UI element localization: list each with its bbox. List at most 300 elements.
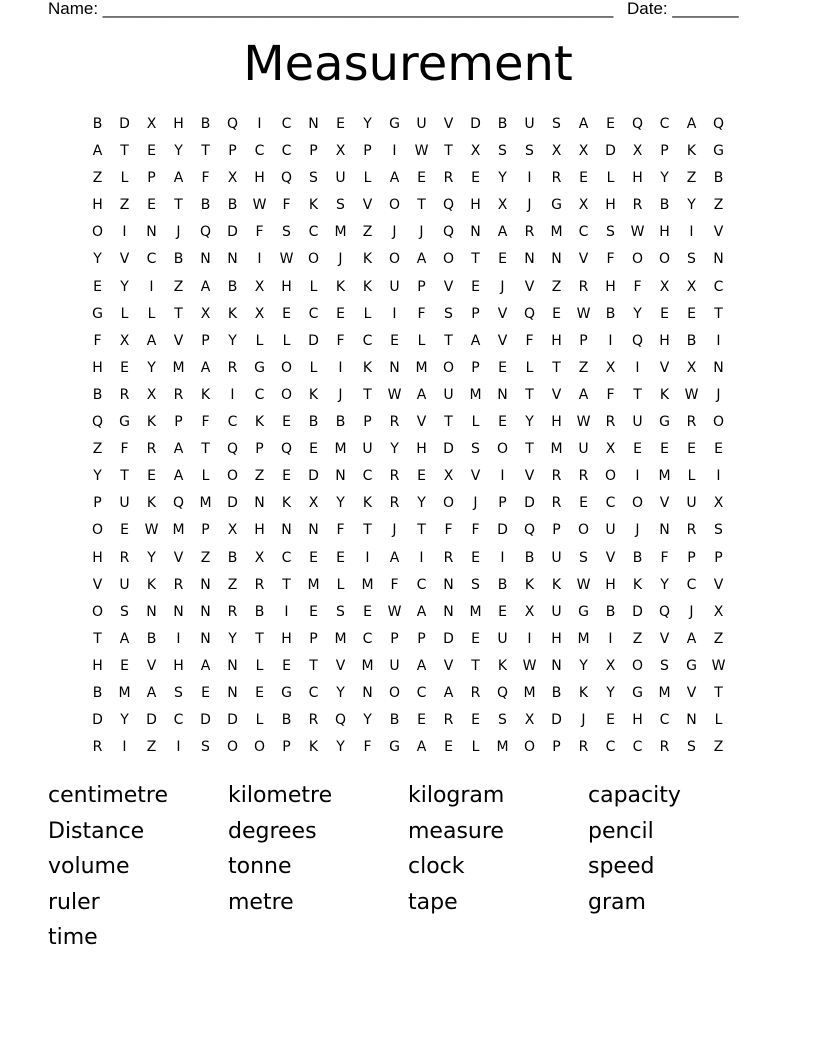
grid-letter: B: [686, 332, 697, 349]
grid-letter: L: [147, 305, 156, 322]
grid-letter: X: [254, 278, 265, 295]
grid-letter: V: [659, 359, 670, 376]
grid-letter: P: [174, 414, 183, 431]
date-field: Date: _______: [627, 0, 739, 18]
grid-letter: O: [442, 251, 455, 268]
grid-letter: E: [147, 468, 156, 485]
grid-letter: D: [119, 116, 130, 132]
grid-letter: Y: [147, 359, 156, 376]
grid-letter: A: [470, 332, 481, 349]
grid-letter: E: [444, 739, 453, 756]
grid-letter: J: [392, 522, 397, 539]
grid-letter: O: [631, 495, 644, 512]
grid-letter: V: [686, 684, 697, 701]
grid-letter: V: [497, 305, 508, 322]
grid-letter: V: [92, 576, 103, 593]
grid-letter: V: [443, 278, 454, 295]
grid-letter: V: [362, 197, 373, 214]
grid-letter: I: [500, 549, 505, 566]
grid-letter: E: [606, 712, 615, 729]
grid-letter: M: [658, 684, 671, 701]
grid-letter: Q: [712, 116, 725, 132]
grid-letter: T: [471, 657, 480, 674]
grid-letter: O: [91, 603, 104, 620]
grid-letter: F: [201, 170, 210, 187]
grid-letter: B: [497, 576, 508, 593]
grid-letter: K: [362, 359, 373, 376]
grid-letter: C: [416, 576, 427, 593]
grid-letter: T: [93, 630, 102, 647]
grid-letter: D: [227, 712, 238, 729]
grid-letter: M: [523, 684, 536, 701]
word-list-item: clock: [408, 854, 465, 879]
grid-letter: X: [146, 386, 157, 403]
grid-letter: H: [254, 522, 265, 539]
grid-letter: V: [173, 549, 184, 566]
grid-letter: M: [118, 684, 131, 701]
grid-letter: Z: [632, 630, 643, 647]
grid-letter: I: [419, 549, 424, 566]
grid-letter: A: [389, 549, 400, 566]
grid-letter: L: [255, 332, 264, 349]
grid-letter: G: [551, 197, 562, 214]
grid-letter: U: [632, 414, 643, 431]
grid-letter: A: [119, 630, 130, 647]
grid-letter: B: [227, 549, 238, 566]
grid-letter: E: [282, 305, 291, 322]
grid-letter: N: [200, 251, 211, 268]
grid-letter: Y: [336, 684, 345, 701]
grid-letter: A: [173, 441, 184, 458]
grid-letter: O: [442, 495, 455, 512]
grid-letter: J: [581, 712, 586, 729]
grid-letter: P: [417, 278, 426, 295]
grid-letter: S: [687, 739, 696, 756]
grid-letter: P: [309, 630, 318, 647]
grid-letter: M: [469, 603, 482, 620]
grid-letter: C: [308, 684, 319, 701]
grid-letter: R: [470, 684, 481, 701]
word-list-item: tape: [408, 889, 458, 915]
grid-letter: I: [257, 116, 262, 132]
grid-letter: M: [658, 468, 671, 485]
grid-letter: W: [252, 197, 267, 214]
grid-letter: I: [176, 739, 181, 756]
grid-letter: W: [630, 224, 645, 241]
grid-letter: C: [659, 116, 670, 132]
grid-letter: H: [92, 197, 103, 214]
grid-letter: B: [389, 712, 400, 729]
grid-letter: I: [122, 739, 127, 756]
grid-letter: B: [200, 197, 211, 214]
grid-letter: A: [173, 170, 184, 187]
grid-letter: K: [281, 495, 292, 512]
grid-letter: Z: [227, 576, 238, 593]
grid-letter: I: [527, 170, 532, 187]
grid-letter: B: [713, 170, 724, 187]
grid-letter: U: [389, 278, 400, 295]
grid-letter: E: [417, 170, 426, 187]
grid-letter: Y: [93, 251, 102, 268]
grid-letter: R: [686, 414, 697, 431]
grid-letter: E: [660, 441, 669, 458]
grid-letter: Y: [336, 495, 345, 512]
grid-letter: X: [254, 549, 265, 566]
word-list-item: Distance: [48, 818, 145, 844]
grid-letter: W: [711, 657, 726, 674]
grid-letter: C: [362, 468, 373, 485]
grid-letter: F: [525, 332, 534, 349]
grid-letter: S: [282, 224, 291, 241]
grid-letter: J: [473, 495, 478, 512]
grid-letter: X: [443, 468, 454, 485]
grid-letter: I: [392, 143, 397, 160]
grid-letter: P: [228, 143, 237, 160]
grid-letter: A: [200, 657, 211, 674]
grid-letter: X: [605, 359, 616, 376]
grid-letter: O: [307, 251, 320, 268]
grid-letter: M: [172, 522, 185, 539]
grid-letter: K: [146, 576, 157, 593]
grid-letter: R: [227, 359, 238, 376]
grid-letter: G: [686, 657, 697, 674]
grid-letter: N: [200, 630, 211, 647]
grid-letter: R: [659, 739, 670, 756]
grid-letter: K: [335, 278, 346, 295]
grid-letter: T: [120, 143, 129, 160]
grid-letter: V: [659, 495, 670, 512]
grid-letter: G: [92, 305, 103, 322]
grid-letter: X: [713, 495, 724, 512]
grid-letter: D: [443, 441, 454, 458]
grid-letter: Y: [417, 495, 426, 512]
grid-letter: J: [527, 197, 532, 214]
grid-letter: N: [200, 576, 211, 593]
grid-letter: V: [335, 657, 346, 674]
grid-letter: V: [713, 224, 724, 241]
grid-letter: Q: [91, 414, 104, 431]
grid-letter: I: [257, 251, 262, 268]
grid-letter: X: [227, 522, 238, 539]
grid-letter: E: [579, 170, 588, 187]
grid-letter: N: [308, 522, 319, 539]
grid-letter: E: [147, 197, 156, 214]
grid-letter: O: [496, 441, 509, 458]
grid-letter: V: [443, 657, 454, 674]
grid-letter: M: [307, 576, 320, 593]
grid-letter: E: [498, 414, 507, 431]
grid-letter: K: [146, 414, 157, 431]
grid-letter: J: [716, 386, 721, 403]
grid-letter: E: [498, 359, 507, 376]
grid-letter: R: [578, 278, 589, 295]
grid-letter: R: [119, 386, 130, 403]
grid-letter: V: [659, 630, 670, 647]
grid-letter: Y: [498, 170, 507, 187]
grid-letter: Z: [119, 197, 130, 214]
grid-letter: D: [632, 603, 643, 620]
grid-letter: N: [254, 495, 265, 512]
grid-letter: S: [552, 116, 561, 132]
grid-letter: S: [309, 170, 318, 187]
grid-letter: Z: [200, 549, 211, 566]
grid-letter: W: [414, 143, 429, 160]
grid-letter: E: [498, 603, 507, 620]
grid-letter: C: [659, 712, 670, 729]
grid-letter: R: [443, 549, 454, 566]
grid-letter: D: [605, 143, 616, 160]
grid-letter: R: [308, 712, 319, 729]
grid-letter: W: [576, 414, 591, 431]
grid-letter: T: [120, 468, 129, 485]
grid-letter: H: [470, 197, 481, 214]
grid-letter: S: [498, 143, 507, 160]
grid-letter: C: [254, 386, 265, 403]
grid-letter: M: [415, 359, 428, 376]
grid-letter: Z: [551, 278, 562, 295]
grid-letter: I: [122, 224, 127, 241]
grid-letter: F: [336, 522, 345, 539]
grid-letter: K: [632, 576, 643, 593]
grid-letter: E: [93, 278, 102, 295]
grid-letter: L: [309, 359, 318, 376]
grid-letter: W: [144, 522, 159, 539]
grid-letter: D: [200, 712, 211, 729]
grid-letter: L: [120, 170, 129, 187]
grid-letter: G: [632, 684, 643, 701]
grid-letter: P: [417, 630, 426, 647]
grid-letter: E: [471, 170, 480, 187]
grid-letter: B: [632, 549, 643, 566]
grid-letter: A: [92, 143, 103, 160]
grid-letter: V: [443, 116, 454, 132]
grid-letter: C: [362, 630, 373, 647]
grid-letter: N: [227, 684, 238, 701]
grid-letter: C: [281, 549, 292, 566]
word-search-grid: [84, 111, 732, 761]
grid-letter: I: [176, 630, 181, 647]
grid-letter: B: [335, 414, 346, 431]
word-list-item: speed: [588, 854, 655, 879]
grid-letter: I: [527, 630, 532, 647]
grid-letter: Q: [226, 116, 239, 132]
grid-letter: P: [687, 549, 696, 566]
grid-letter: A: [578, 116, 589, 132]
grid-letter: H: [632, 712, 643, 729]
grid-letter: I: [149, 278, 154, 295]
grid-letter: Z: [146, 739, 157, 756]
grid-letter: Y: [606, 684, 615, 701]
grid-letter: A: [173, 468, 184, 485]
grid-letter: O: [631, 657, 644, 674]
grid-letter: U: [389, 657, 400, 674]
grid-letter: E: [606, 116, 615, 132]
grid-letter: N: [146, 224, 157, 241]
grid-letter: Q: [172, 495, 185, 512]
grid-letter: K: [362, 251, 373, 268]
grid-letter: P: [471, 359, 480, 376]
grid-letter: M: [496, 739, 509, 756]
grid-letter: E: [471, 549, 480, 566]
grid-letter: M: [334, 441, 347, 458]
grid-letter: T: [282, 576, 291, 593]
grid-letter: W: [279, 251, 294, 268]
grid-letter: U: [551, 549, 562, 566]
grid-letter: H: [551, 630, 562, 647]
grid-letter: H: [551, 332, 562, 349]
grid-letter: E: [255, 684, 264, 701]
grid-letter: A: [416, 657, 427, 674]
grid-letter: B: [200, 116, 211, 132]
grid-letter: H: [551, 414, 562, 431]
grid-letter: V: [524, 278, 535, 295]
grid-letter: B: [227, 197, 238, 214]
grid-letter: H: [605, 576, 616, 593]
grid-letter: M: [550, 441, 563, 458]
grid-letter: O: [91, 522, 104, 539]
grid-letter: D: [227, 224, 238, 241]
grid-letter: B: [173, 251, 184, 268]
grid-letter: E: [336, 549, 345, 566]
grid-letter: O: [388, 251, 401, 268]
grid-letter: T: [525, 386, 534, 403]
grid-letter: S: [471, 441, 480, 458]
grid-letter: G: [281, 684, 292, 701]
grid-letter: E: [309, 603, 318, 620]
grid-letter: Y: [579, 657, 588, 674]
name-field: Name: ______________________________________________________: [48, 0, 614, 18]
grid-letter: V: [578, 251, 589, 268]
grid-letter: E: [120, 522, 129, 539]
grid-letter: S: [606, 224, 615, 241]
grid-letter: X: [524, 712, 535, 729]
grid-letter: N: [200, 603, 211, 620]
grid-letter: N: [524, 251, 535, 268]
grid-letter: Z: [713, 630, 724, 647]
grid-letter: V: [551, 386, 562, 403]
grid-letter: C: [605, 739, 616, 756]
grid-letter: K: [686, 143, 697, 160]
grid-letter: B: [92, 116, 103, 132]
grid-letter: D: [308, 332, 319, 349]
grid-letter: R: [443, 712, 454, 729]
grid-letter: B: [92, 386, 103, 403]
grid-letter: T: [417, 197, 426, 214]
grid-letter: E: [714, 441, 723, 458]
grid-letter: I: [716, 468, 721, 485]
grid-letter: C: [686, 576, 697, 593]
grid-letter: B: [227, 278, 238, 295]
grid-letter: Z: [713, 197, 724, 214]
grid-letter: X: [119, 332, 130, 349]
grid-letter: X: [605, 657, 616, 674]
grid-letter: Y: [228, 332, 237, 349]
grid-letter: E: [687, 305, 696, 322]
grid-letter: S: [714, 522, 723, 539]
grid-letter: B: [605, 603, 616, 620]
grid-letter: L: [363, 170, 372, 187]
grid-letter: X: [605, 441, 616, 458]
grid-letter: I: [689, 224, 694, 241]
grid-letter: F: [93, 332, 102, 349]
grid-letter: M: [361, 576, 374, 593]
grid-letter: L: [309, 278, 318, 295]
grid-letter: S: [471, 576, 480, 593]
grid-letter: T: [201, 441, 210, 458]
grid-letter: Y: [687, 197, 696, 214]
grid-letter: S: [498, 712, 507, 729]
grid-letter: X: [632, 143, 643, 160]
grid-letter: X: [551, 143, 562, 160]
grid-letter: E: [660, 305, 669, 322]
grid-letter: Z: [254, 468, 265, 485]
grid-letter: L: [525, 359, 534, 376]
word-list-item: ruler: [48, 889, 100, 915]
grid-letter: N: [443, 576, 454, 593]
word-list-item: measure: [408, 818, 504, 844]
grid-letter: G: [659, 414, 670, 431]
grid-letter: Q: [280, 441, 293, 458]
grid-letter: H: [173, 116, 184, 132]
grid-letter: Z: [362, 224, 373, 241]
grid-letter: I: [338, 359, 343, 376]
grid-letter: P: [552, 739, 561, 756]
word-list-item: gram: [588, 889, 646, 915]
grid-letter: R: [578, 739, 589, 756]
grid-letter: N: [713, 359, 724, 376]
grid-letter: B: [92, 684, 103, 701]
grid-letter: X: [524, 603, 535, 620]
grid-letter: G: [389, 739, 400, 756]
grid-letter: O: [226, 468, 239, 485]
grid-letter: E: [390, 332, 399, 349]
grid-letter: Z: [578, 359, 589, 376]
grid-letter: U: [362, 441, 373, 458]
grid-letter: K: [659, 386, 670, 403]
grid-letter: R: [173, 576, 184, 593]
grid-letter: N: [713, 251, 724, 268]
grid-letter: C: [362, 332, 373, 349]
grid-letter: U: [605, 522, 616, 539]
grid-letter: Q: [334, 712, 347, 729]
grid-letter: P: [309, 143, 318, 160]
grid-letter: H: [605, 197, 616, 214]
grid-letter: S: [336, 197, 345, 214]
grid-letter: D: [524, 495, 535, 512]
grid-letter: H: [659, 332, 670, 349]
grid-letter: L: [606, 170, 615, 187]
grid-letter: N: [146, 603, 157, 620]
grid-letter: X: [659, 278, 670, 295]
grid-letter: E: [201, 684, 210, 701]
grid-letter: P: [471, 305, 480, 322]
grid-letter: P: [363, 414, 372, 431]
grid-letter: Q: [442, 197, 455, 214]
grid-letter: T: [363, 522, 372, 539]
grid-letter: I: [635, 468, 640, 485]
grid-letter: A: [146, 684, 157, 701]
grid-letter: Y: [633, 305, 642, 322]
grid-letter: D: [308, 468, 319, 485]
grid-letter: E: [471, 630, 480, 647]
grid-letter: R: [551, 170, 562, 187]
grid-letter: Y: [93, 468, 102, 485]
grid-letter: L: [363, 305, 372, 322]
grid-letter: K: [200, 386, 211, 403]
grid-letter: Q: [631, 332, 644, 349]
grid-letter: H: [173, 657, 184, 674]
word-list-item: degrees: [228, 818, 317, 844]
